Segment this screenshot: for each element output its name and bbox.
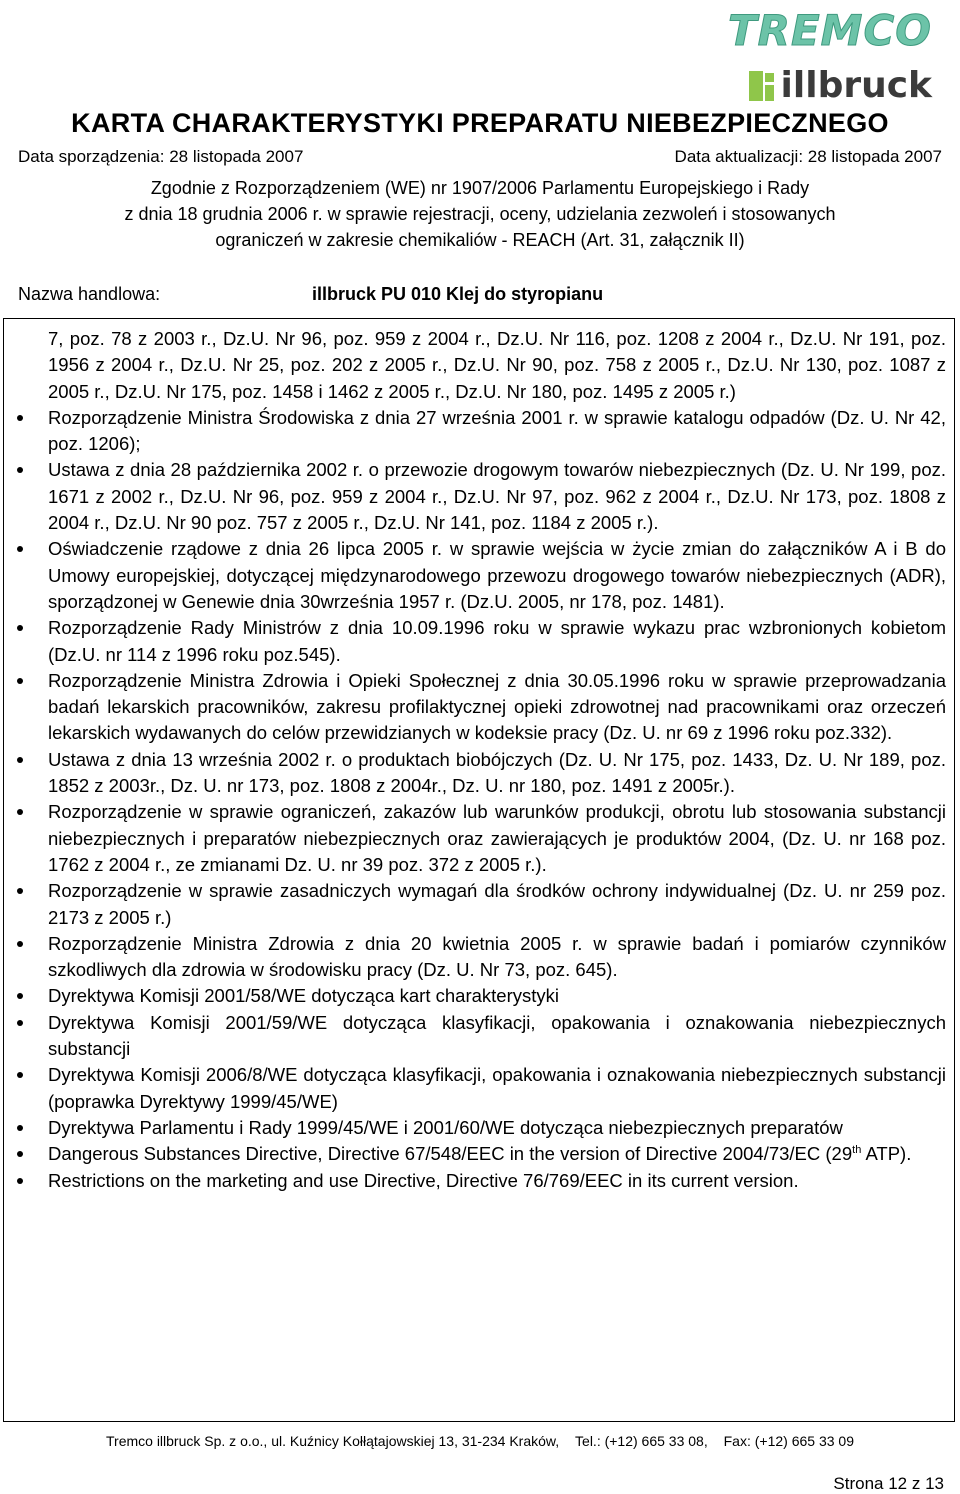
document-title: KARTA CHARAKTERYSTYKI PREPARATU NIEBEZPIECZNEGO [71, 108, 889, 138]
dsd-superscript: th [852, 1144, 862, 1157]
list-item: Oświadczenie rządowe z dnia 26 lipca 2005 r. w sprawie wejścia w życie zmian do załączników A i B do Umowy europejskiej, dotyczącej międzynarodowego przewozu drogowego towarów niebezpiecznych (ADR), sporządzonej w Genewie dnia 30września 1957 r. (Dz.U. 2005, nr 178, poz. 1481). [48, 536, 946, 615]
list-item: Rozporządzenie Ministra Zdrowia z dnia 20 kwietnia 2005 r. w sprawie badań i pomiarów czynników szkodliwych dla zdrowia w środowisku pracy (Dz. U. Nr 73, poz. 645). [48, 931, 946, 984]
footer-address: Tremco illbruck Sp. z o.o., ul. Kuźnicy Kołłątajowskiej 13, 31-234 Kraków, [106, 1433, 560, 1449]
regulation-line-1: Zgodnie z Rozporządzeniem (WE) nr 1907/2006 Parlamentu Europejskiego i Rady [150, 178, 810, 198]
list-item: Ustawa z dnia 28 października 2002 r. o przewozie drogowym towarów niebezpiecznych (Dz. U. Nr 199, poz. 1671 z 2002 r., Dz.U. Nr 96, poz. 959 z 2004 r., Dz.U. Nr 97, poz. 962 z 2004 r., Dz.U. Nr 173, poz. 1808 z 2004 r., Dz.U. Nr 90 poz. 757 z 2005 r., Dz.U. Nr 141, poz. 1184 z 2005 r.). [48, 457, 946, 536]
illbruck-mark-icon [749, 71, 775, 101]
list-item: Restrictions on the marketing and use Directive, Directive 76/769/EEC in its current version. [48, 1168, 946, 1194]
lead-paragraph: 7, poz. 78 z 2003 r., Dz.U. Nr 96, poz. 959 z 2004 r., Dz.U. Nr 116, poz. 1208 z 2004 r., Dz.U. Nr 191, poz. 1956 z 2004 r., Dz.U. Nr 25, poz. 202 z 2005 r., Dz.U. Nr 90, poz. 758 z 2005 r., Dz.U. Nr 130, poz. 1087 z 2005 r., Dz.U. Nr 175, poz. 1458 i 1462 z 2005 r., Dz.U. Nr 180, poz. 1495 z 2005 r.) [48, 328, 946, 402]
legislation-list [48, 405, 946, 1194]
tremco-logo-text: TREMCO [727, 6, 932, 55]
list-item: Rozporządzenie w sprawie zasadniczych wymagań dla środków ochrony indywidualnej (Dz. U. nr 259 poz. 2173 z 2005 r.) [48, 878, 946, 931]
list-item: Rozporządzenie w sprawie ograniczeń, zakazów lub warunków produkcji, obrotu lub stosowania substancji niebezpiecznych i preparatów niebezpiecznych oraz zawierających je produktów 2004, (Dz. U. nr 168 poz. 1762 z 2004 r., ze zmianami Dz. U. nr 39 poz. 372 z 2005 r.). [48, 799, 946, 878]
page-number: Strona 12 z 13 [833, 1474, 944, 1493]
illbruck-logo-text: illbruck [780, 65, 932, 106]
list-item: Dyrektywa Komisji 2006/8/WE dotycząca klasyfikacji, opakowania i oznakowania niebezpiecznych substancji (poprawka Dyrektywy 1999/45/WE) [48, 1062, 946, 1115]
footer-fax: Fax: (+12) 665 33 09 [723, 1433, 854, 1449]
list-item: Rozporządzenie Ministra Zdrowia i Opieki Społecznej z dnia 30.05.1996 roku w sprawie przeprowadzania badań lekarskich pracowników, zakresu profilaktycznej opieki zdrowotnej nad pracownikami oraz orzeczeń lekarskich wydawanych do celów przewidzianych w kodeksie pracy (Dz. U. nr 69 z 1996 roku poz.332). [48, 668, 946, 747]
date-created: Data sporządzenia: 28 listopada 2007 [18, 147, 304, 166]
dsd-text: Dangerous Substances Directive, Directive 67/548/EEC in the version of Directive 2004/73/EC (29 [48, 1143, 853, 1165]
regulation-reference [0, 175, 960, 253]
list-item: Rozporządzenie Rady Ministrów z dnia 10.09.1996 roku w sprawie wykazu prac wzbronionych kobietom (Dz.U. nr 114 z 1996 roku poz.545). [48, 615, 946, 668]
footer-phone: Tel.: (+12) 665 33 08, [575, 1433, 708, 1449]
trade-name-label: Nazwa handlowa: [18, 284, 161, 304]
list-item: Dyrektywa Komisji 2001/59/WE dotycząca klasyfikacji, opakowania i oznakowania niebezpiecznych substancji [48, 1010, 946, 1063]
document-dates [18, 147, 942, 167]
content-body [48, 326, 946, 1194]
company-logo [722, 6, 932, 106]
list-item-dsd [48, 1141, 946, 1167]
illbruck-logo [749, 66, 932, 106]
dsd-end: ATP). [861, 1143, 912, 1165]
footer-contact [0, 1433, 960, 1449]
list-item: Dyrektywa Parlamentu i Rady 1999/45/WE i 2001/60/WE dotycząca niebezpiecznych preparatów [48, 1115, 946, 1141]
list-item: Rozporządzenie Ministra Środowiska z dnia 27 września 2001 r. w sprawie katalogu odpadów (Dz. U. Nr 42, poz. 1206); [48, 405, 946, 458]
date-updated: Data aktualizacji: 28 listopada 2007 [674, 147, 942, 166]
regulation-line-3: ograniczeń w zakresie chemikaliów - REACH (Art. 31, załącznik II) [215, 230, 745, 250]
trade-name-value: illbruck PU 010 Klej do styropianu [312, 284, 604, 304]
regulation-line-2: z dnia 18 grudnia 2006 r. w sprawie rejestracji, oceny, udzielania zezwoleń i stosowanych [124, 204, 836, 224]
list-item: Ustawa z dnia 13 września 2002 r. o produktach biobójczych (Dz. U. Nr 175, poz. 1433, Dz. U. Nr 189, poz. 1852 z 2003r., Dz. U. nr 173, poz. 1808 z 2004r., Dz. U. nr 180, poz. 1491 z 2005r.). [48, 747, 946, 800]
list-item: Dyrektywa Komisji 2001/58/WE dotycząca kart charakterystyki [48, 983, 946, 1009]
